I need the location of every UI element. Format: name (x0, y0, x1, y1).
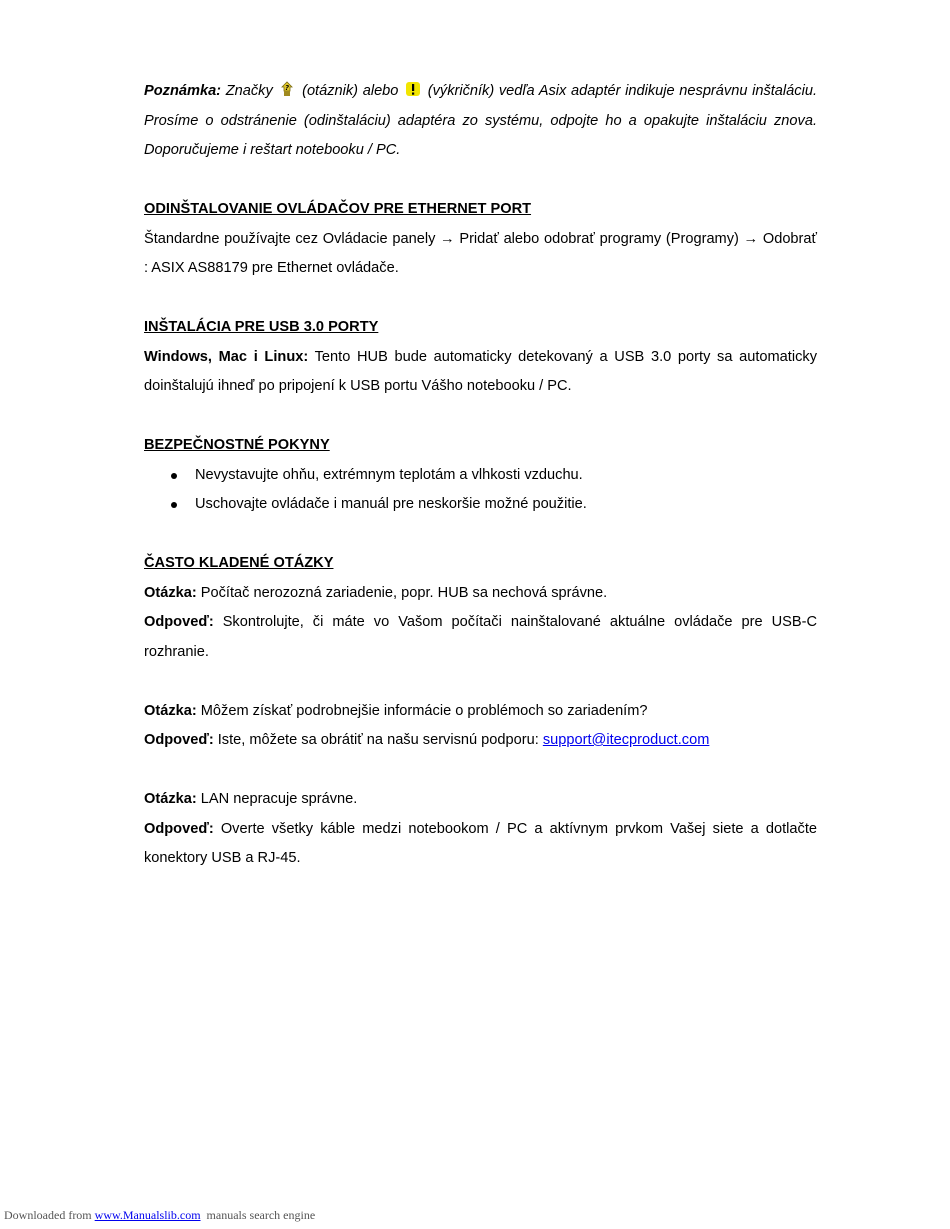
exclamation-mark-icon (405, 79, 421, 95)
download-footer (4, 1208, 315, 1223)
list-item (144, 461, 817, 491)
document-page (144, 77, 817, 874)
faq-question (144, 579, 817, 609)
uninstall-heading: ODINŠTALOVANIE OVLÁDAČOV PRE ETHERNET PORT (144, 201, 532, 217)
faq-answer (144, 726, 817, 756)
note-text-1: Značky (221, 83, 278, 99)
note-text-2: (otáznik) alebo (297, 83, 404, 99)
manualslib-link[interactable]: www.Manualslib.com (94, 1208, 201, 1222)
safety-heading: BEZPEČNOSTNÉ POKYNY (144, 437, 330, 453)
list-item-text: Nevystavujte ohňu, extrémnym teplotám a vlhkosti vzduchu. (195, 466, 583, 483)
question-mark-device-icon (279, 79, 295, 95)
answer-label: Odpoveď: (144, 614, 214, 630)
question-text: LAN nepracuje správne. (196, 791, 358, 807)
answer-label: Odpoveď: (144, 732, 214, 748)
usb-paragraph (144, 343, 817, 402)
question-label: Otázka: (144, 702, 197, 719)
bullet-icon (171, 473, 177, 479)
question-text: Môžem získať podrobnejšie informácie o problémoch so zariadením? (196, 702, 648, 719)
answer-text: Skontrolujte, či máte vo Vašom počítači nainštalované aktuálne ovládače pre USB-C rozhranie. (144, 614, 817, 660)
question-text: Počítač nerozozná zariadenie, popr. HUB sa nechová správne. (196, 584, 608, 601)
note-label: Poznámka: (144, 83, 222, 99)
footer-prefix: Downloaded from (4, 1208, 95, 1222)
question-label: Otázka: (144, 791, 197, 807)
note-text-3: (výkričník) vedľa Asix adaptér indikuje nesprávnu inštaláciu. Prosíme o odstránenie (odinštaláciu) adaptéra zo systému, odpojte ho a opakujte inštaláciu znova. Doporučujeme i reštart notebooku / PC. (144, 83, 817, 158)
faq-answer (144, 608, 817, 667)
list-item (144, 490, 817, 520)
safety-list (144, 461, 817, 520)
note-paragraph (144, 77, 817, 166)
question-label: Otázka: (144, 584, 197, 601)
support-email-link[interactable]: support@itecproduct.com (542, 732, 710, 748)
answer-text: Iste, môžete sa obrátiť na našu servisnú podporu: (213, 732, 543, 748)
answer-label: Odpoveď: (144, 820, 214, 837)
uninstall-text: Štandardne používajte cez Ovládacie panely → Pridať alebo odobrať programy (Programy) → Odobrať : ASIX AS88179 pre Ethernet ovládače. (144, 230, 817, 276)
footer-suffix: manuals search engine (200, 1208, 316, 1222)
faq-question (144, 697, 817, 727)
usb-text: Tento HUB bude automaticky detekovaný a USB 3.0 porty sa automaticky doinštalujú ihneď po pripojení k USB portu Vášho notebooku / PC. (144, 348, 817, 394)
faq-question (144, 785, 817, 815)
answer-text: Overte všetky káble medzi notebookom / PC a aktívnym prvkom Vašej siete a dotlačte konektory USB a RJ-45. (144, 820, 817, 866)
usb-label: Windows, Mac i Linux: (144, 348, 309, 365)
faq-heading: ČASTO KLADENÉ OTÁZKY (144, 555, 334, 571)
svg-text:?: ? (285, 84, 290, 92)
list-item-text: Uschovajte ovládače i manuál pre neskoršie možné použitie. (195, 496, 587, 512)
bullet-icon (171, 502, 177, 508)
faq-answer (144, 815, 817, 874)
usb-heading: INŠTALÁCIA PRE USB 3.0 PORTY (144, 319, 379, 335)
